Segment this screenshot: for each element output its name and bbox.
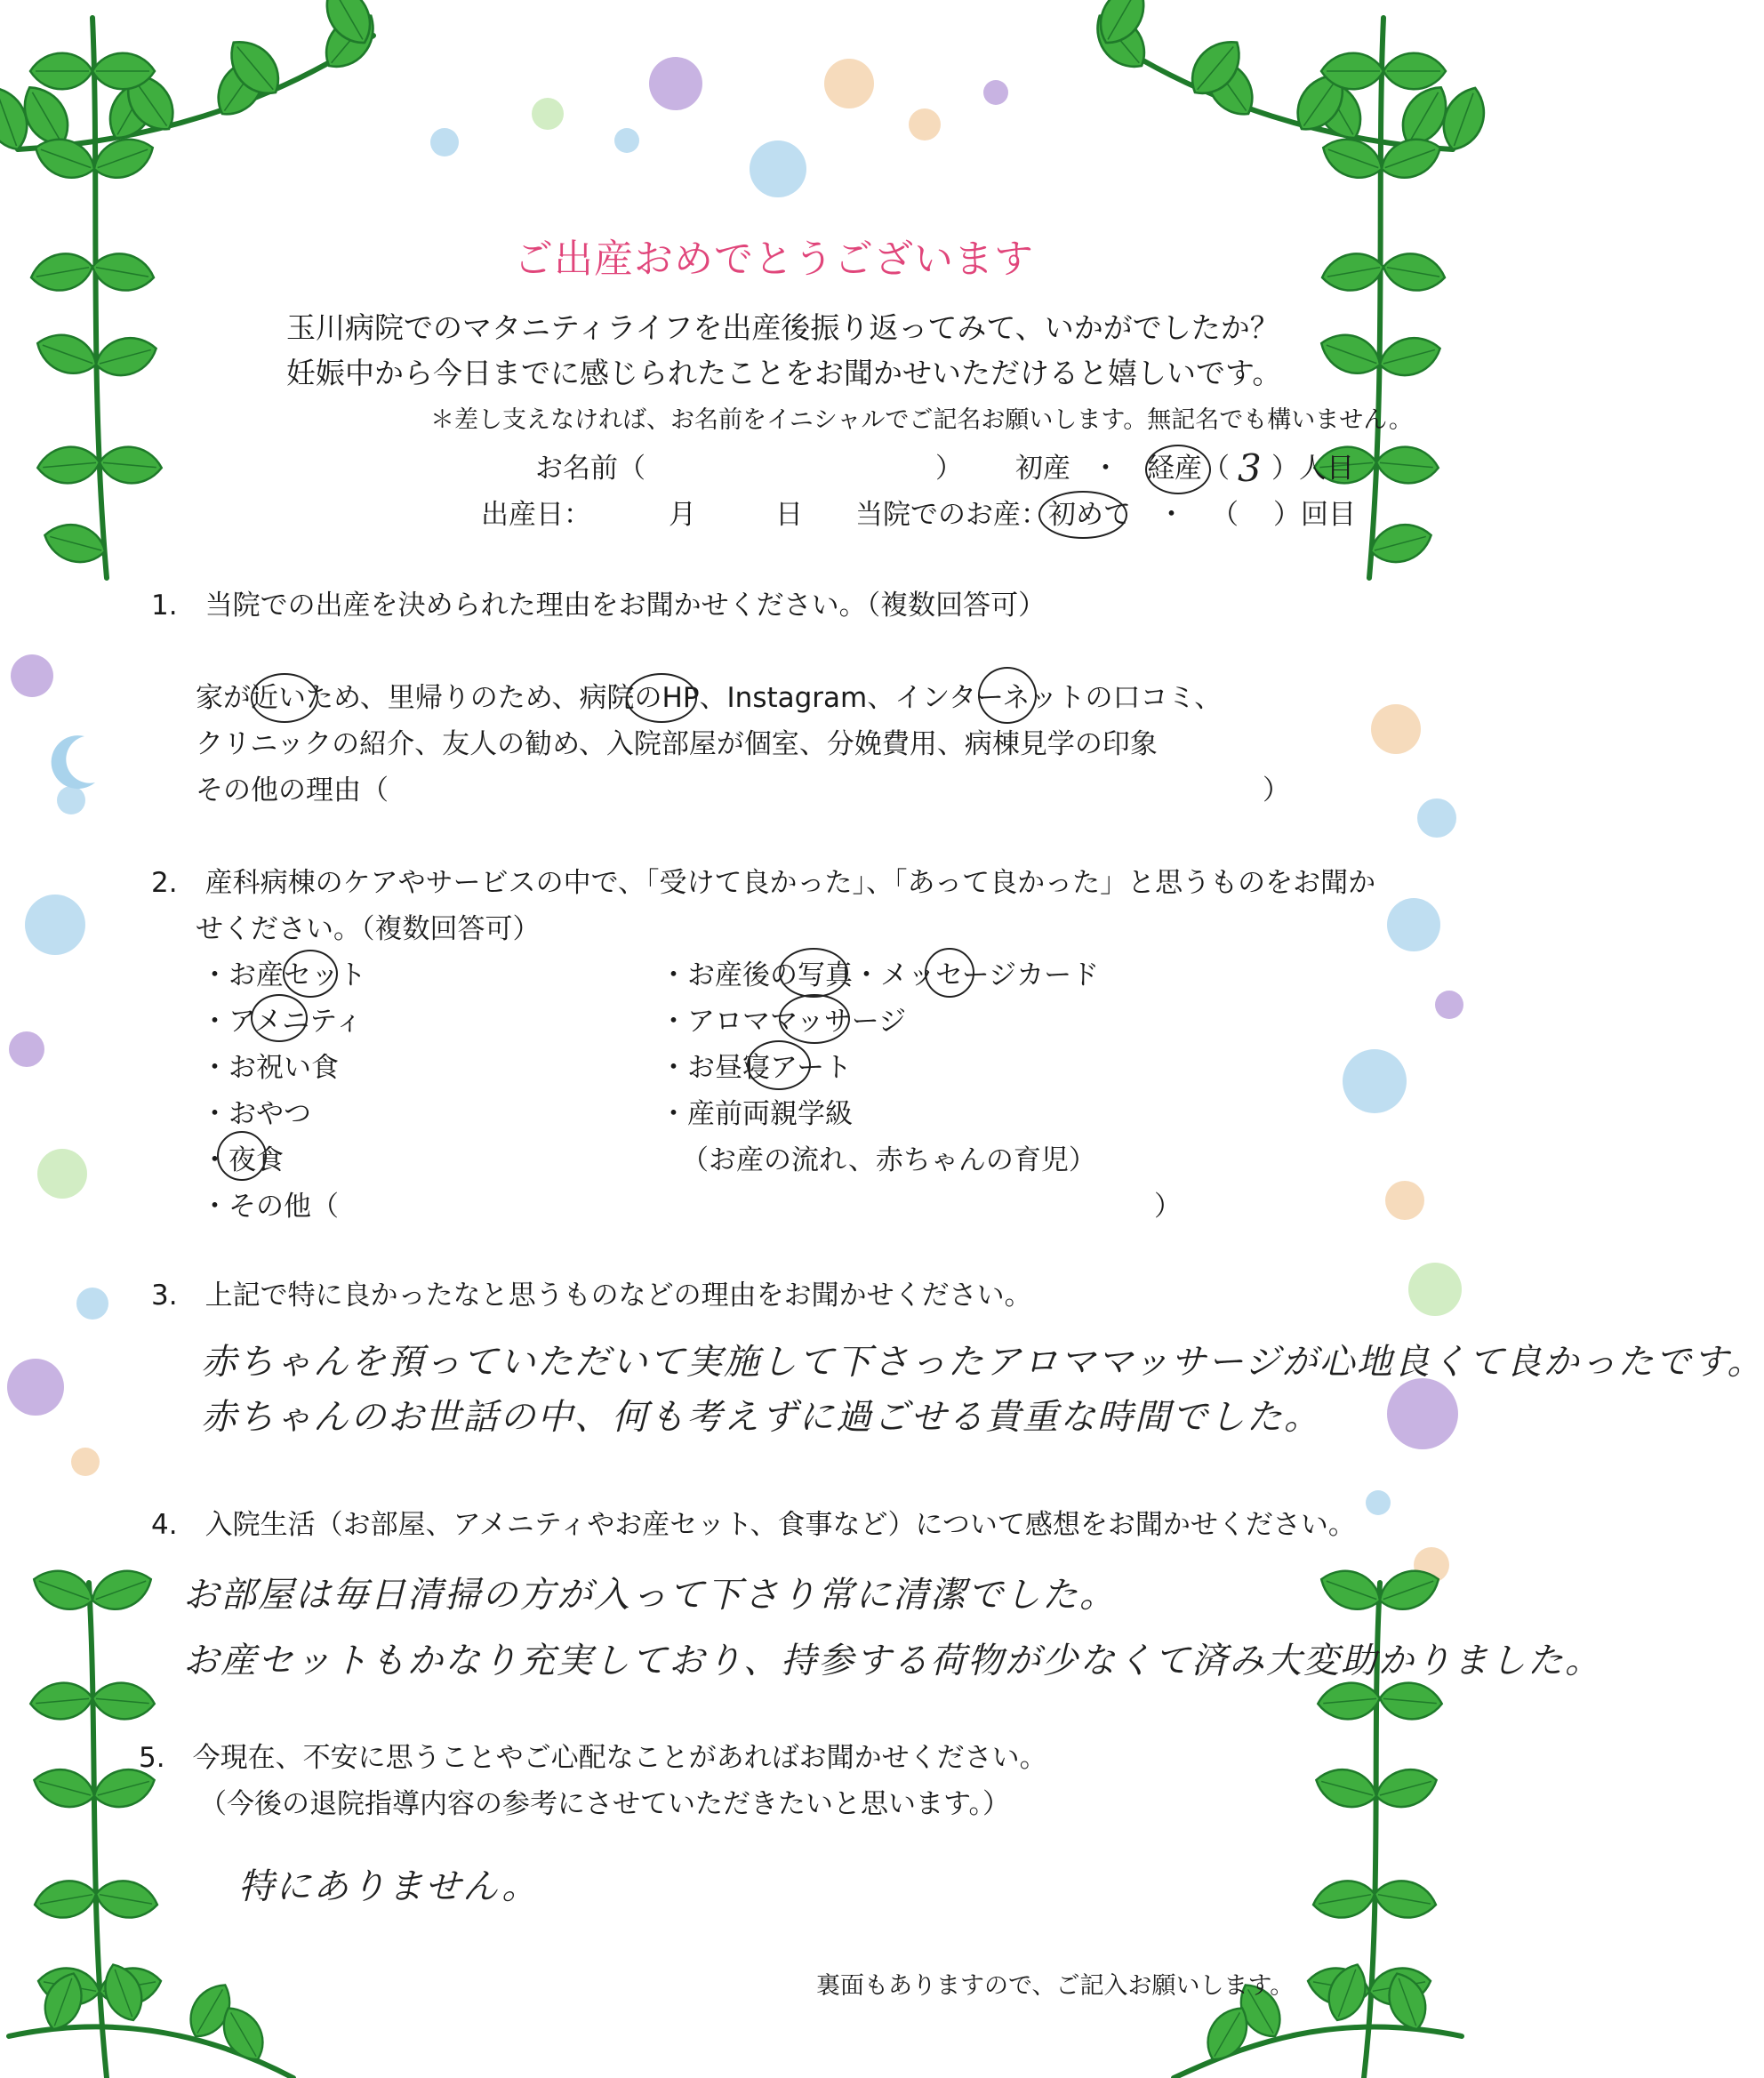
initials-note: ＊差し支えなければ、お名前をイニシャルでご記名お願いします。無記名でも構いません。 — [430, 406, 1413, 434]
birthdate-label: 出産日： — [481, 499, 591, 531]
q2-option-other[interactable]: ・その他（ — [201, 1191, 339, 1223]
day-label: 日 — [775, 499, 803, 531]
q3-answer-line-1[interactable]: 赤ちゃんを預っていただいて実施して下さったアロママッサージが心地良くて良かったです。 — [201, 1342, 1764, 1383]
multi-birth-option[interactable]: 経産（ — [1147, 453, 1230, 485]
intro-line-2: 妊娠中から今日までに感じられたことをお聞かせいただけると嬉しいです。 — [286, 356, 1282, 390]
amenity-circle — [251, 994, 308, 1042]
near-home-circle — [251, 673, 318, 723]
q4-answer-line-1[interactable]: お部屋は毎日清掃の方が入って下さり常に清潔でした。 — [183, 1575, 1117, 1616]
q4-answer-line-2[interactable]: お産セットもかなり充実しており、持参する荷物が少なくて済み大変助かりました。 — [183, 1641, 1602, 1681]
aroma-circle — [779, 994, 850, 1044]
q2-other-close: ） — [1154, 1191, 1182, 1223]
nap-art-circle — [747, 1040, 811, 1090]
births-close: ）人目 — [1271, 453, 1354, 485]
q2-option-night-meal[interactable]: ・夜食 — [201, 1144, 284, 1176]
question-2-line-2: せください。（複数回答可） — [196, 913, 541, 945]
name-label: お名前（ — [535, 453, 645, 485]
hospital-births-label[interactable]: 当院でのお産：初めて — [855, 499, 1131, 531]
times-close: ）回目 — [1273, 499, 1356, 531]
q1-other-close: ） — [1263, 774, 1290, 806]
q2-option-birth-set[interactable]: ・お産セット — [201, 959, 366, 991]
hospital-hp-circle — [626, 673, 697, 723]
q3-answer-line-2[interactable]: 赤ちゃんのお世話の中、何も考えずに過ごせる貴重な時間でした。 — [201, 1397, 1321, 1438]
q2-prenatal-class-detail: （お産の流れ、赤ちゃんの育児） — [681, 1144, 1096, 1176]
separator-dot: ・ — [1092, 453, 1119, 485]
question-3: 3. 上記で特に良かったなと思うものなどの理由をお聞かせください。 — [151, 1280, 1032, 1312]
page-title: ご出産おめでとうございます — [514, 237, 1034, 282]
first-time-circle — [1038, 491, 1127, 539]
night-meal-circle — [217, 1131, 267, 1181]
q2-option-celebration-meal[interactable]: ・お祝い食 — [201, 1052, 339, 1084]
multi-birth-circle — [1145, 445, 1211, 494]
first-birth-option[interactable]: 初産 — [1015, 453, 1070, 485]
name-close: ） — [935, 453, 963, 485]
question-5-sub: （今後の退院指導内容の参考にさせていただきたいと思います。） — [199, 1788, 1011, 1820]
q2-option-snack[interactable]: ・おやつ — [201, 1098, 311, 1130]
births-count-field[interactable]: 3 — [1238, 446, 1263, 490]
internet-circle — [978, 667, 1037, 724]
q2-option-aroma-massage[interactable]: ・アロママッサージ — [660, 1006, 907, 1038]
month-label: 月 — [669, 499, 696, 531]
question-1: 1. 当院での出産を決められた理由をお聞かせください。（複数回答可） — [151, 590, 1046, 622]
question-4: 4. 入院生活（お部屋、アメニティやお産セット、食事など）について感想をお聞かせください。 — [151, 1509, 1356, 1541]
q2-option-nap-art[interactable]: ・お昼寝アート — [660, 1052, 853, 1084]
message-card-circle — [925, 948, 974, 998]
photo-circle — [779, 948, 848, 998]
q2-option-photo-message[interactable]: ・お産後の写真・メッセージカード — [660, 959, 1100, 991]
intro-line-1: 玉川病院でのマタニティライフを出産後振り返ってみて、いかがでしたか？ — [286, 310, 1279, 345]
separator-dot-2: ・ — [1158, 499, 1185, 531]
q1-options-line-1[interactable]: 家が近いため、里帰りのため、病院のHP、Instagram、インターネットの口コミ、 — [196, 682, 1223, 714]
question-5: 5. 今現在、不安に思うことやご心配なことがあればお聞かせください。 — [139, 1742, 1047, 1774]
q2-option-prenatal-class[interactable]: ・産前両親学級 — [660, 1098, 853, 1130]
question-2-line-1: 2. 産科病棟のケアやサービスの中で、「受けて良かった」、「あって良かった」と思うものをお聞か — [151, 867, 1376, 899]
q1-options-line-2[interactable]: クリニックの紹介、友人の勧め、入院部屋が個室、分娩費用、病棟見学の印象 — [196, 728, 1158, 760]
times-open: （ — [1211, 499, 1239, 531]
birth-set-circle — [283, 950, 338, 998]
q5-answer[interactable]: 特にありません。 — [238, 1866, 540, 1907]
back-page-note: 裏面もありますので、ご記入お願いします。 — [816, 1972, 1295, 2000]
q2-option-amenity[interactable]: ・アメニティ — [201, 1006, 363, 1038]
q1-other-label: その他の理由（ — [196, 774, 389, 806]
